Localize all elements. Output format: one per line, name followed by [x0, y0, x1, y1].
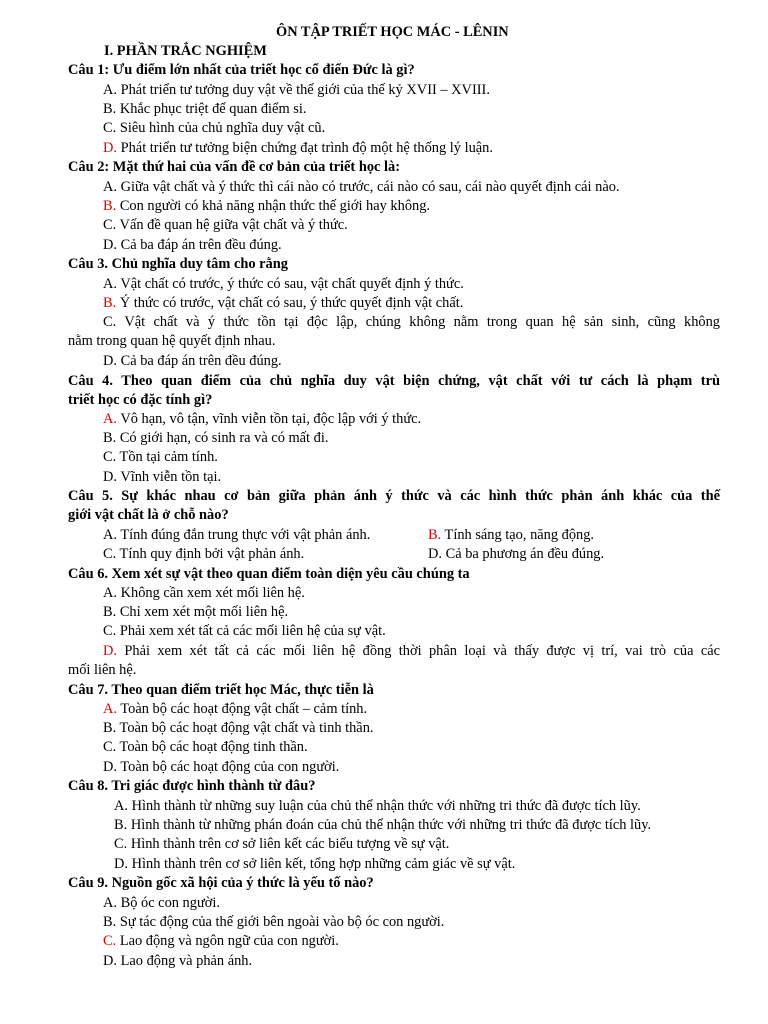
answer-marker: D.: [103, 140, 117, 156]
q7-option-c: C. Toàn bộ các hoạt động tinh thần.: [103, 739, 308, 755]
q1-option-b: B. Khắc phục triệt để quan điểm si.: [103, 101, 307, 117]
q2-option-b: B. Con người có khả năng nhận thức thế giới hay không.: [103, 198, 430, 214]
q9-option-b: B. Sự tác động của thế giới bên ngoài vào bộ óc con người.: [103, 914, 445, 930]
q1-option-d: D. Phát triển tư tưởng biện chứng đạt trình độ một hệ thống lý luận.: [103, 140, 493, 156]
q5-option-d: D. Cả ba phương án đều đúng.: [428, 546, 605, 562]
question-9: Câu 9. Nguồn gốc xã hội của ý thức là yếu tố nào?: [68, 875, 374, 891]
question-8: Câu 8. Tri giác được hình thành từ đâu?: [68, 778, 316, 794]
question-2: Câu 2: Mặt thứ hai của vấn đề cơ bản của triết học là:: [68, 159, 400, 175]
q5-option-c: C. Tính quy định bởi vật phản ánh.: [103, 546, 305, 562]
q1-option-c: C. Siêu hình của chủ nghĩa duy vật cũ.: [103, 120, 326, 136]
section-heading: I. PHẦN TRẮC NGHIỆM: [104, 43, 267, 59]
q3-option-c-continued: nằm trong quan hệ quyết định nhau.: [68, 333, 276, 349]
q9-option-a: A. Bộ óc con người.: [103, 895, 220, 911]
q8-option-d: D. Hình thành trên cơ sở liên kết, tổng hợp những cảm giác về sự vật.: [114, 856, 516, 872]
q4-option-a: A. Vô hạn, vô tận, vĩnh viễn tồn tại, độc lập với ý thức.: [103, 411, 422, 427]
q8-option-a: A. Hình thành từ những suy luận của chủ thể nhận thức với những tri thức đã được tích lũy.: [114, 798, 641, 814]
q3-option-c: C. Vật chất và ý thức tồn tại độc lập, chúng không nằm trong quan hệ sản sinh, cũng không: [103, 314, 720, 330]
q7-option-d: D. Toàn bộ các hoạt động của con người.: [103, 759, 340, 775]
q6-option-c: C. Phải xem xét tất cả các mối liên hệ của sự vật.: [103, 623, 386, 639]
q2-option-d: D. Cả ba đáp án trên đều đúng.: [103, 237, 282, 253]
q1-option-a: A. Phát triển tư tưởng duy vật về thế giới của thế kỷ XVII – XVIII.: [103, 82, 490, 98]
q6-option-d: D. Phải xem xét tất cả các mối liên hệ đồng thời phân loại và thấy được vị trí, vai trò của các: [103, 643, 720, 659]
q3-option-b: B. Ý thức có trước, vật chất có sau, ý thức quyết định vật chất.: [103, 295, 464, 311]
question-1: Câu 1: Ưu điểm lớn nhất của triết học cổ điển Đức là gì?: [68, 62, 415, 78]
q6-option-d-continued: mối liên hệ.: [68, 662, 137, 678]
q9-option-d: D. Lao động và phản ánh.: [103, 953, 253, 969]
q2-option-c: C. Vấn đề quan hệ giữa vật chất và ý thức.: [103, 217, 348, 233]
question-7: Câu 7. Theo quan điểm triết học Mác, thực tiễn là: [68, 682, 374, 698]
q4-option-c: C. Tồn tại cảm tính.: [103, 449, 218, 465]
q6-option-b: B. Chỉ xem xét một mối liên hệ.: [103, 604, 289, 620]
q4-option-d: D. Vĩnh viễn tồn tại.: [103, 469, 222, 485]
answer-marker: A.: [103, 701, 117, 717]
q3-option-a: A. Vật chất có trước, ý thức có sau, vật chất quyết định ý thức.: [103, 276, 464, 292]
q7-option-a: A. Toàn bộ các hoạt động vật chất – cảm tính.: [103, 701, 368, 717]
question-5: Câu 5. Sự khác nhau cơ bản giữa phản ánh ý thức và các hình thức phản ánh khác của thế: [68, 488, 720, 504]
answer-marker: C.: [103, 933, 117, 949]
q6-option-a: A. Không cần xem xét mối liên hệ.: [103, 585, 305, 601]
question-5-continued: giới vật chất là ở chỗ nào?: [68, 507, 229, 523]
q3-option-d: D. Cả ba đáp án trên đều đúng.: [103, 353, 282, 369]
answer-marker: B.: [103, 198, 117, 214]
question-3: Câu 3. Chủ nghĩa duy tâm cho rằng: [68, 256, 288, 272]
q9-option-c: C. Lao động và ngôn ngữ của con người.: [103, 933, 339, 949]
answer-marker: B.: [428, 527, 442, 543]
answer-marker: D.: [103, 643, 117, 659]
q5-option-a: A. Tính đúng đắn trung thực với vật phản ánh.: [103, 527, 371, 543]
q5-option-b: B. Tính sáng tạo, năng động.: [428, 527, 595, 543]
q7-option-b: B. Toàn bộ các hoạt động vật chất và tinh thần.: [103, 720, 374, 736]
q8-option-c: C. Hình thành trên cơ sở liên kết các biểu tượng về sự vật.: [114, 836, 450, 852]
question-6: Câu 6. Xem xét sự vật theo quan điểm toàn diện yêu cầu chúng ta: [68, 566, 470, 582]
doc-title: ÔN TẬP TRIẾT HỌC MÁC - LÊNIN: [276, 24, 509, 40]
q4-option-b: B. Có giới hạn, có sinh ra và có mất đi.: [103, 430, 329, 446]
answer-marker: A.: [103, 411, 117, 427]
question-4-continued: triết học có đặc tính gì?: [68, 392, 213, 408]
answer-marker: B.: [103, 295, 117, 311]
q2-option-a: A. Giữa vật chất và ý thức thì cái nào có trước, cái nào có sau, cái nào quyết định cái nào.: [103, 179, 620, 195]
question-4: Câu 4. Theo quan điểm của chủ nghĩa duy vật biện chứng, vật chất với tư cách là phạm trù: [68, 373, 720, 389]
q8-option-b: B. Hình thành từ những phán đoán của chủ thể nhận thức với những tri thức đã được tích lũy.: [114, 817, 652, 833]
